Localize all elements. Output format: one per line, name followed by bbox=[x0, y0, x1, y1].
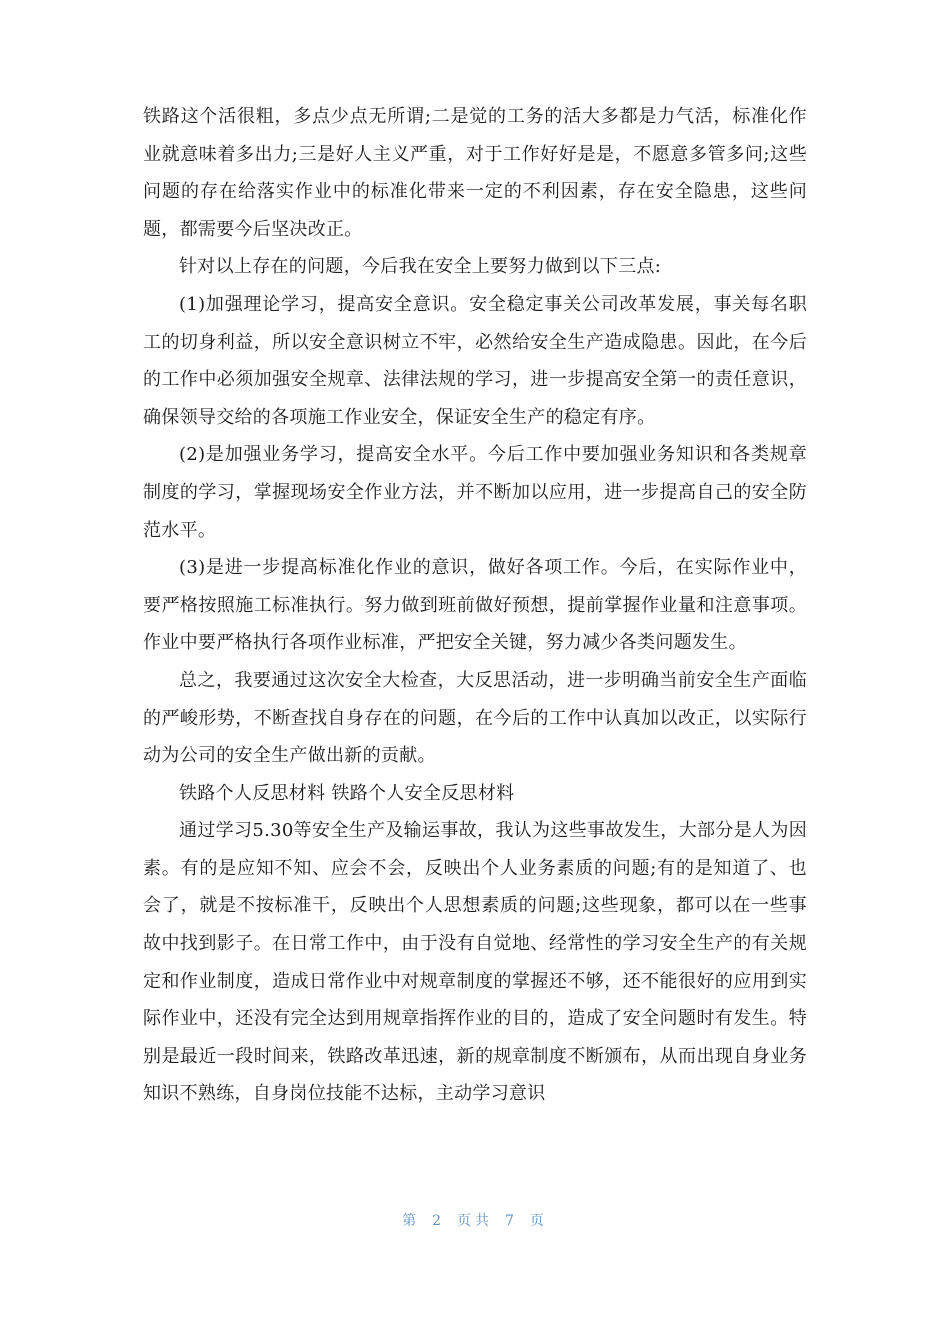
paragraph-4: (2)是加强业务学习，提高安全水平。今后工作中要加强业务知识和各类规章制度的学习，掌握现场安全作业方法，并不断加以应用，进一步提高自己的安全防范水平。 bbox=[143, 444, 807, 541]
paragraph-6: 总之，我要通过这次安全大检查，大反思活动，进一步明确当前安全生产面临的严峻形势，不断查找自身存在的问题，在今后的工作中认真加以改正，以实际行动为公司的安全生产做出新的贡献。 bbox=[143, 669, 807, 767]
document-body bbox=[143, 98, 807, 1113]
footer-current-page: 2 bbox=[432, 1213, 445, 1229]
paragraph-1: 铁路这个活很粗，多点少点无所谓;二是觉的工务的活大多都是力气活，标准化作业就意味着多出力;三是好人主义严重，对于工作好好是是，不愿意多管多问;这些问题的存在给落实作业中的标准化带来一定的不利因素，存在安全隐患，这些问题，都需要今后坚决改正。 bbox=[143, 106, 807, 240]
footer-middle: 页共 bbox=[457, 1213, 493, 1229]
paragraph-5: (3)是进一步提高标准化作业的意识，做好各项工作。今后，在实际作业中，要严格按照施工标准执行。努力做到班前做好预想，提前掌握作业量和注意事项。作业中要严格执行各项作业标准，严把安全关键，努力减少各类问题发生。 bbox=[143, 557, 807, 654]
paragraph-2: 针对以上存在的问题，今后我在安全上要努力做到以下三点: bbox=[179, 256, 662, 278]
page-footer bbox=[0, 1210, 950, 1230]
paragraph-7: 通过学习5.30等安全生产及输运事故，我认为这些事故发生，大部分是人为因素。有的是应知不知、应会不会，反映出个人业务素质的问题;有的是知道了、也会了，就是不按标准干，反映出个人思想素质的问题;这些现象，都可以在一些事故中找到影子。在日常工作中，由于没有自觉地、经常性的学习安全生产的有关规定和作业制度，造成日常作业中对规章制度的掌握还不够，还不能很好的应用到实际作业中，还没有完全达到用规章指挥作业的目的，造成了安全问题时有发生。特别是最近一段时间来，铁路改革迅速，新的规章制度不断颁布，从而出现自身业务知识不熟练，自身岗位技能不达标，主动学习意识 bbox=[143, 820, 807, 1105]
footer-suffix: 页 bbox=[529, 1213, 548, 1229]
footer-prefix: 第 bbox=[402, 1213, 421, 1229]
footer-total-pages: 7 bbox=[505, 1213, 518, 1229]
paragraph-3: (1)加强理论学习，提高安全意识。安全稳定事关公司改革发展，事关每名职工的切身利益，所以安全意识树立不牢，必然给安全生产造成隐患。因此，在今后的工作中必须加强安全规章、法律法规的学习，进一步提高安全第一的责任意识，确保领导交给的各项施工作业安全，保证安全生产的稳定有序。 bbox=[143, 293, 807, 428]
section-heading: 铁路个人反思材料 铁路个人安全反思材料 bbox=[179, 782, 515, 804]
